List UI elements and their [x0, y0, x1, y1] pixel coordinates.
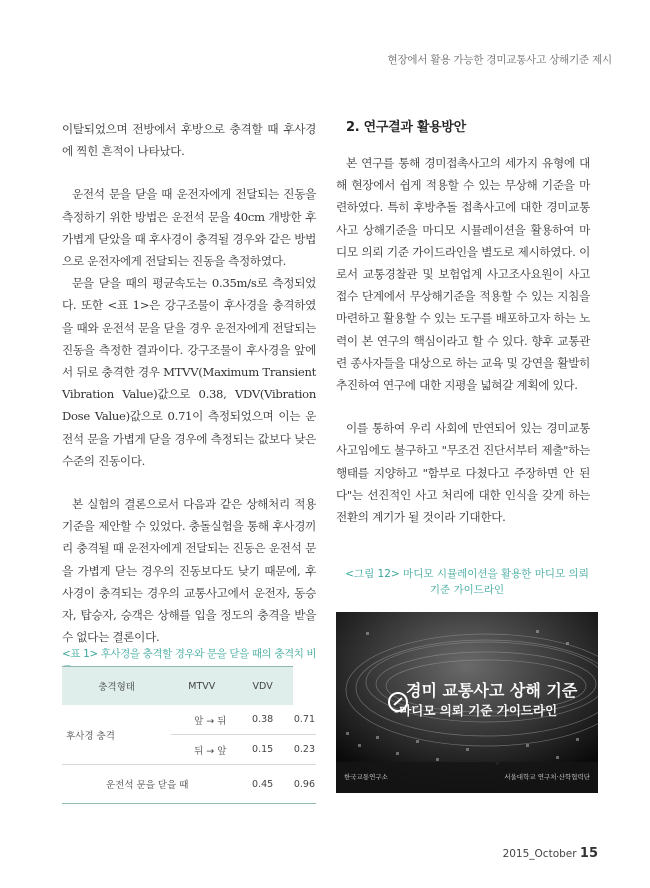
- left-paragraph-1: 이탈되었으며 전방에서 후방으로 충격할 때 후사경에 찍힌 흔적이 나타났다.: [62, 122, 316, 159]
- table-row: [62, 765, 316, 804]
- row-label: 뒤 → 앞: [171, 735, 232, 765]
- left-paragraph-4: 본 실험의 결론으로서 다음과 같은 상해처리 적용기준을 제안할 수 있었다. 충돌실험을 통해 후사경끼리 충격될 때 운전자에게 전달되는 진동은 운전석 문을 가볍게 닫는 경우의 진동보다도 낮기 때문에, 후사경이 충격되는 경우의 교통사고에서 운전자, 동승자, 탑승자, 승객은 상해를 입을 정도의 충격을 받을 수 없다는 결론이다.: [62, 497, 316, 645]
- page-number: 15: [579, 846, 598, 861]
- table-caption: <표 1> 후사경을 충격할 경우와 문을 닫을 때의 충격치 비: [62, 648, 317, 660]
- cover-org-left: 한국교통연구소: [344, 773, 388, 781]
- group-label: 후사경 충격: [62, 705, 171, 765]
- right-paragraph-2: 이를 통하여 우리 사회에 만연되어 있는 경미교통사고임에도 불구하고 "무조건 진단서부터 제출"하는 행태를 지양하고 "함부로 다쳤다고 주장하면 안 된다"는 선진적인 사고 처리에 대한 인식을 갖게 하는 전환의 계기가 될 것이라 기대한다.: [336, 421, 590, 525]
- figure-caption-line-2: 기준 가이드라인: [429, 584, 505, 596]
- page-footer: [503, 846, 598, 861]
- left-paragraph-2: 운전석 문을 닫을 때 운전자에게 전달되는 진동을 측정하기 위한 방법은 운전석 문을 40cm 개방한 후 가볍게 닫았을 때 후사경이 충격될 경우와 같은 방법으로 운전자에게 전달되는 진동을 측정하였다.: [62, 187, 316, 269]
- comparison-table: [62, 666, 316, 804]
- cell-mtvv: 0.38: [232, 705, 292, 735]
- figure-caption: [336, 566, 598, 598]
- cover-subtitle: -마디모 의뢰 기준 가이드라인: [394, 703, 558, 718]
- guideline-cover-image: [336, 612, 598, 793]
- cell-vdv: 0.71: [293, 705, 316, 735]
- header-mtvv: MTVV: [171, 667, 232, 706]
- cell-mtvv: 0.45: [232, 765, 292, 804]
- cover-org-right: 서울대학교 연구처·산학협력단: [504, 773, 590, 781]
- left-column: [62, 118, 316, 648]
- right-column: [336, 118, 590, 528]
- right-paragraph-1: 본 연구를 통해 경미접촉사고의 세가지 유형에 대해 현장에서 쉽게 적용할 수 있는 무상해 기준을 마련하였다. 특히 후방추돌 접촉사고에 대한 경미교통사고 상해기준을 마디모 시뮬레이션을 활용하여 마디모 의뢰 기준 가이드라인을 별도로 제시하였다. 이로서 교통경찰관 및 보험업계 사고조사요원이 사고 접수 단계에서 무상해기준을 적용할 수 있는 지침을 마련하고 활용할 수 있는 도구를 배포하고자 하는 노력이 본 연구의 핵심이라고 할 수 있다. 향후 교통관련 종사자들을 대상으로 하는 교육 및 강연을 활발히 추진하여 연구에 대한 지평을 넓혀갈 계획에 있다.: [336, 156, 590, 393]
- cover-title: 경미 교통사고 상해 기준: [406, 681, 578, 700]
- left-paragraph-3: 문을 닫을 때의 평균속도는 0.35m/s로 측정되었다. 또한 <표 1>은 강구조물이 후사경을 충격하였을 때와 운전석 문을 닫을 경우 운전자에게 전달되는 진동을 측정한 결과이다. 강구조물이 후사경을 앞에서 뒤로 충격한 경우 MTVV(Maximum Transient Vibration Value)값으로 0.38, VDV(Vibration Dose Value)값으로 0.71이 측정되었으며 이는 운전석 문을 가볍게 닫을 경우에 측정되는 값보다 낮은 수준의 진동이다.: [62, 276, 316, 468]
- cell-mtvv: 0.15: [232, 735, 292, 765]
- table-row: [62, 705, 316, 735]
- footer-date: 2015_October: [502, 848, 577, 860]
- row-label: 운전석 문을 닫을 때: [62, 765, 232, 804]
- running-header: 현장에서 활용 가능한 경미교통사고 상해기준 제시: [387, 54, 612, 66]
- section-title: 2. 연구결과 활용방안: [346, 120, 466, 135]
- table-header-row: [62, 667, 316, 706]
- header-vdv: VDV: [232, 667, 292, 706]
- cell-vdv: 0.23: [293, 735, 316, 765]
- cell-vdv: 0.96: [293, 765, 316, 804]
- figure-caption-line-1: <그림 12> 마디모 시뮬레이션을 활용한 마디모 의뢰: [345, 568, 589, 580]
- row-label: 앞 → 뒤: [171, 705, 232, 735]
- header-impact-type: 충격형태: [62, 667, 171, 706]
